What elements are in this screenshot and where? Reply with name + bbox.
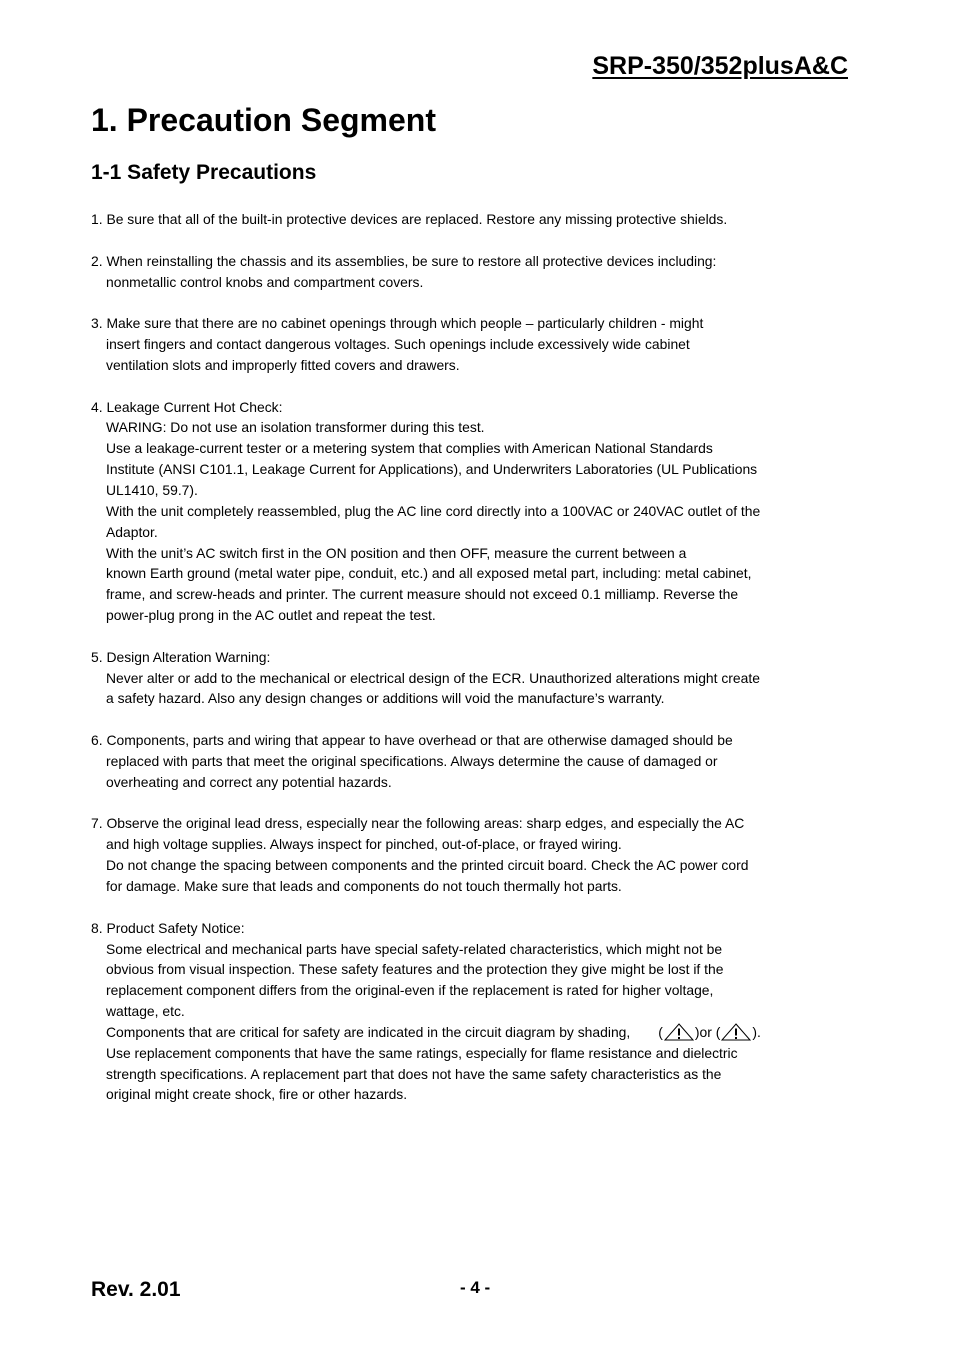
warning-triangle-icon [721, 1023, 751, 1041]
precaution-line: UL1410, 59.7). [106, 481, 198, 498]
precaution-line: 2. When reinstalling the chassis and its assemblies, be sure to restore all protective devices including: [91, 252, 717, 269]
precaution-line: replacement component differs from the original-even if the replacement is rated for higher voltage, [106, 982, 714, 999]
precaution-line: Do not change the spacing between components and the printed circuit board. Check the AC power cord [106, 857, 749, 874]
model-header: SRP-350/352plusA&C [592, 52, 848, 80]
precaution-line: for damage. Make sure that leads and components do not touch thermally hot parts. [106, 878, 622, 894]
precaution-line: 5. Design Alteration Warning: [91, 648, 271, 665]
precaution-line: Never alter or add to the mechanical or electrical design of the ECR. Unauthorized alterations might create [106, 669, 760, 686]
precaution-item-2 [91, 251, 811, 293]
precaution-line: Some electrical and mechanical parts have special safety-related characteristics, which might not be [106, 940, 723, 957]
precaution-line: obvious from visual inspection. These safety features and the protection they give might be lost if the [106, 961, 724, 978]
precaution-line: and high voltage supplies. Always inspect for pinched, out-of-place, or frayed wiring. [106, 836, 622, 853]
precaution-line: 4. Leakage Current Hot Check: [91, 398, 283, 415]
page-title: 1. Precaution Segment [91, 102, 436, 138]
precaution-line: 1. Be sure that all of the built-in protective devices are replaced. Restore any missing protective shields. [91, 211, 728, 227]
precaution-line: power-plug prong in the AC outlet and repeat the test. [106, 607, 436, 624]
symbol-between-text: )or ( [694, 1023, 721, 1040]
precaution-line: wattage, etc. [106, 1003, 185, 1020]
precaution-item-7 [91, 813, 811, 896]
safety-symbol-line [91, 1022, 811, 1043]
precaution-line: 6. Components, parts and wiring that appear to have overhead or that are otherwise damaged should be [91, 732, 733, 749]
precaution-line: a safety hazard. Also any design changes or additions will void the manufacture’s warranty. [106, 690, 665, 707]
precaution-line: With the unit’s AC switch first in the ON position and then OFF, measure the current between a [106, 544, 687, 561]
safety-precautions-list [91, 209, 811, 1126]
precaution-line: replaced with parts that meet the original specifications. Always determine the cause of damaged or [106, 752, 718, 769]
precaution-item-8 [91, 918, 811, 1106]
precaution-line: strength specifications. A replacement part that does not have the same safety characteristics as the [106, 1065, 722, 1082]
warning-triangle-icon [664, 1023, 694, 1041]
section-title: 1-1 Safety Precautions [91, 161, 317, 184]
precaution-line: Institute (ANSI C101.1, Leakage Current for Applications), and Underwriters Laboratories (UL Publications [106, 461, 758, 478]
precaution-line: frame, and screw-heads and printer. The current measure should not exceed 0.1 milliamp. Reverse the [106, 586, 739, 603]
precaution-item-6 [91, 730, 811, 793]
precaution-line: 3. Make sure that there are no cabinet openings through which people – particularly children - might [91, 315, 704, 332]
precaution-item-1 [91, 209, 811, 230]
page-number: - 4 - [460, 1278, 491, 1297]
symbol-close-text: ). [752, 1023, 761, 1040]
symbol-open-paren: ( [658, 1023, 663, 1040]
precaution-line: 7. Observe the original lead dress, especially near the following areas: sharp edges, and especially the AC [91, 815, 745, 832]
symbol-line-text: Components that are critical for safety are indicated in the circuit diagram by shading, [106, 1023, 631, 1040]
precaution-line: Use a leakage-current tester or a metering system that complies with American National Standards [106, 440, 713, 457]
precaution-line: WARING: Do not use an isolation transformer during this test. [106, 419, 485, 436]
precaution-item-4 [91, 397, 811, 626]
revision-label: Rev. 2.01 [91, 1278, 181, 1301]
precaution-line: Adaptor. [106, 523, 158, 540]
precaution-line: Use replacement components that have the same ratings, especially for flame resistance and dielectric [106, 1044, 738, 1061]
precaution-line: With the unit completely reassembled, plug the AC line cord directly into a 100VAC or 240VAC outlet of the [106, 502, 761, 519]
precaution-line: known Earth ground (metal water pipe, conduit, etc.) and all exposed metal part, including: metal cabinet, [106, 565, 752, 582]
precaution-line: nonmetallic control knobs and compartment covers. [106, 273, 424, 290]
precaution-line: overheating and correct any potential hazards. [106, 773, 392, 790]
precaution-item-3 [91, 313, 811, 376]
precaution-line: ventilation slots and improperly fitted covers and drawers. [106, 356, 460, 373]
precaution-line: 8. Product Safety Notice: [91, 919, 245, 936]
precaution-item-5 [91, 647, 811, 710]
precaution-line: insert fingers and contact dangerous voltages. Such openings include excessively wide cabinet [106, 336, 690, 353]
precaution-line: original might create shock, fire or other hazards. [106, 1086, 408, 1103]
